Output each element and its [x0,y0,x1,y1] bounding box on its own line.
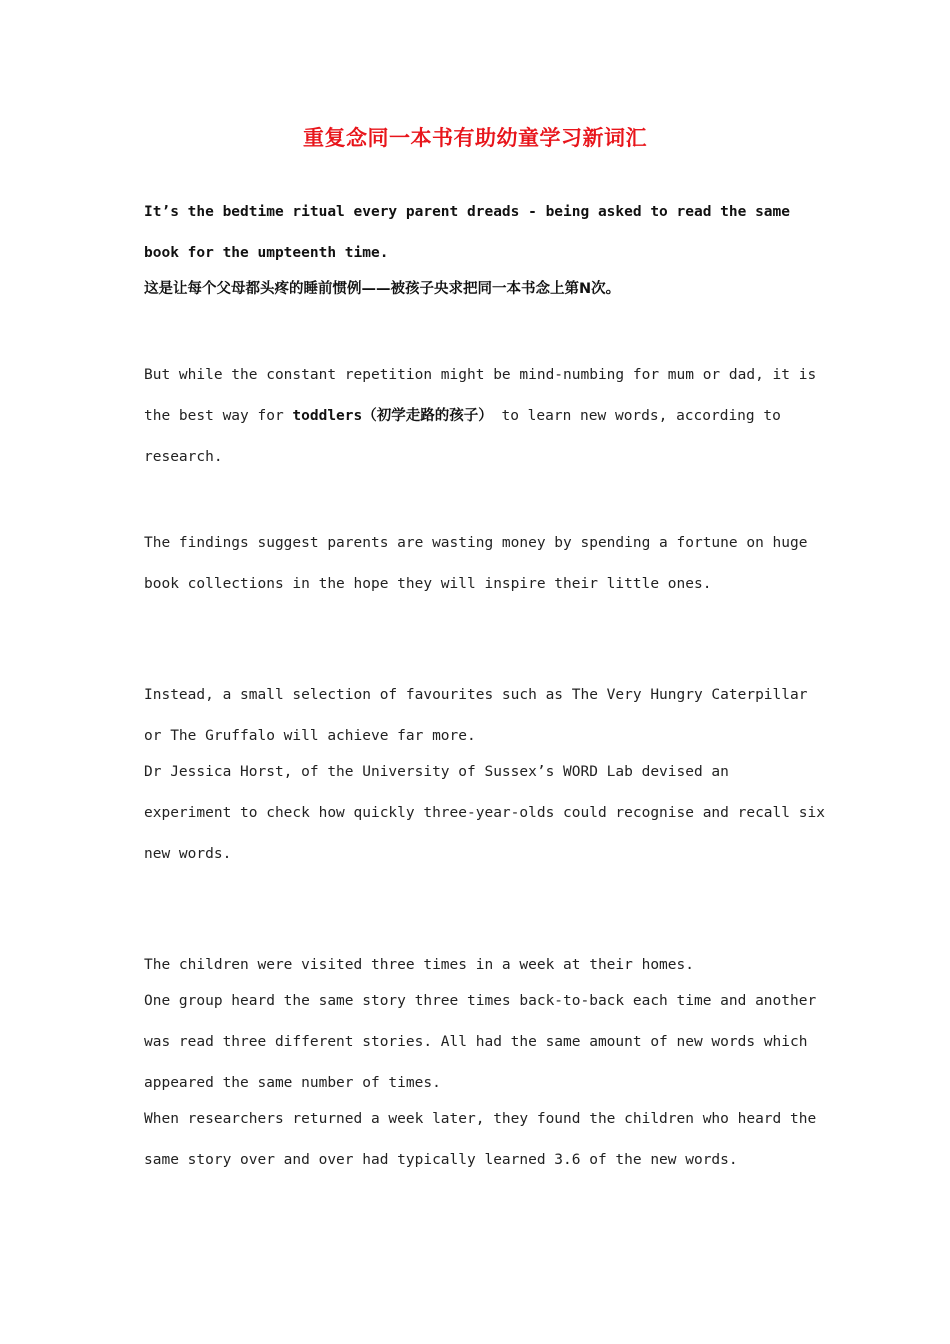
p2-line2-part-d: to learn new words, according to [492,408,781,424]
p3-line2: book collections in the hope they will inspire their little ones. [144,576,712,592]
p5-line6: same story over and over had typically learned 3.6 of the new words. [144,1152,738,1168]
p4-line2: or The Gruffalo will achieve far more. [144,728,476,744]
p1-translation: 这是让每个父母都头疼的睡前惯例——被孩子央求把同一本书念上第N次。 [144,281,621,297]
p1-line1: It’s the bedtime ritual every parent dreads - being asked to read the same [144,204,791,220]
p5-line3: was read three different stories. All had the same amount of new words which [144,1034,808,1050]
p1-line2: book for the umpteenth time. [144,245,389,261]
p2-line3: research. [144,449,223,465]
p4-line1: Instead, a small selection of favourites such as The Very Hungry Caterpillar [144,687,808,703]
p4-line3: Dr Jessica Horst, of the University of Sussex’s WORD Lab devised an [144,764,729,780]
p2-line2 [144,406,781,426]
p2-line2-part-a: the best way for [144,408,293,424]
page-title: 重复念同一本书有助幼童学习新词汇 [303,126,647,150]
p5-line1: The children were visited three times in a week at their homes. [144,957,694,973]
p5-line2: One group heard the same story three times back-to-back each time and another [144,993,817,1009]
p5-line4: appeared the same number of times. [144,1075,441,1091]
p2-keyword: toddlers [292,408,363,424]
p2-line1: But while the constant repetition might be mind-numbing for mum or dad, it is [144,367,817,383]
p2-keyword-gloss: （初学走路的孩子） [362,408,493,424]
p3-line1: The findings suggest parents are wasting money by spending a fortune on huge [144,535,808,551]
p4-line5: new words. [144,846,232,862]
p5-line5: When researchers returned a week later, they found the children who heard the [144,1111,817,1127]
p4-line4: experiment to check how quickly three-year-olds could recognise and recall six [144,805,825,821]
